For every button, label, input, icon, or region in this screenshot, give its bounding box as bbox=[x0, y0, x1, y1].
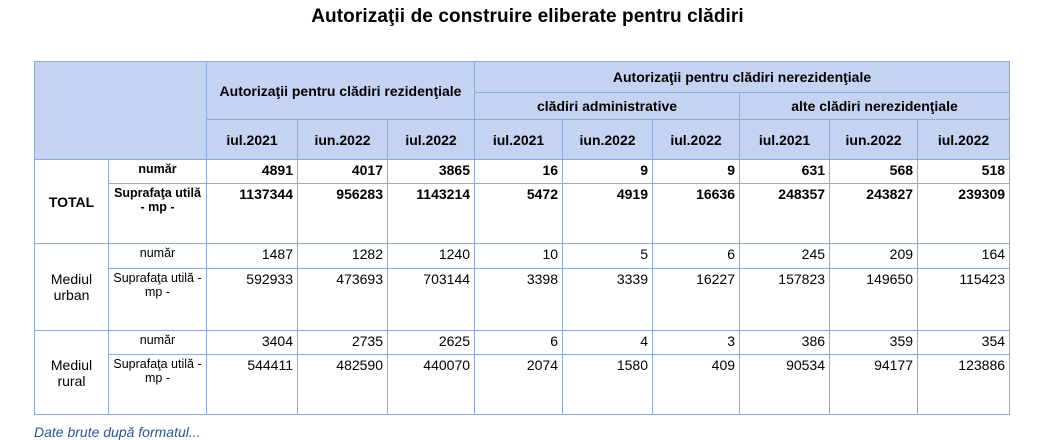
table-cell: 3339 bbox=[563, 269, 653, 331]
table-cell: 2074 bbox=[475, 355, 563, 415]
table-cell: 209 bbox=[830, 244, 918, 269]
footer-note: Date brute după formatul... bbox=[34, 424, 201, 440]
table-cell: 9 bbox=[563, 160, 653, 184]
table-cell: 245 bbox=[740, 244, 830, 269]
table-cell: 1143214 bbox=[388, 184, 475, 244]
table-cell: 1137344 bbox=[207, 184, 298, 244]
period-header: iul.2021 bbox=[475, 120, 563, 160]
period-header: iul.2022 bbox=[918, 120, 1010, 160]
row-label bbox=[35, 244, 109, 331]
table-cell: 243827 bbox=[830, 184, 918, 244]
table-cell: 16 bbox=[475, 160, 563, 184]
table-cell: 10 bbox=[475, 244, 563, 269]
period-header: iul.2022 bbox=[388, 120, 475, 160]
table-cell: 3404 bbox=[207, 331, 298, 355]
table-cell: 4891 bbox=[207, 160, 298, 184]
table-cell: 1487 bbox=[207, 244, 298, 269]
table-cell: 157823 bbox=[740, 269, 830, 331]
row-label bbox=[35, 331, 109, 415]
table-cell: 592933 bbox=[207, 269, 298, 331]
row-label-text: Mediul rural bbox=[50, 356, 93, 389]
metric-label: Suprafaţa utilă - mp - bbox=[109, 184, 207, 244]
table-cell: 90534 bbox=[740, 355, 830, 415]
table-cell: 115423 bbox=[918, 269, 1010, 331]
table-cell: 518 bbox=[918, 160, 1010, 184]
table-cell: 16227 bbox=[653, 269, 740, 331]
table-cell: 482590 bbox=[298, 355, 388, 415]
table-cell: 16636 bbox=[653, 184, 740, 244]
table-cell: 6 bbox=[475, 331, 563, 355]
table-cell: 1282 bbox=[298, 244, 388, 269]
table-cell: 2625 bbox=[388, 331, 475, 355]
table-cell: 4017 bbox=[298, 160, 388, 184]
table-row bbox=[35, 355, 1010, 415]
header-residential: Autorizaţii pentru clădiri rezidenţiale bbox=[207, 62, 475, 120]
table-cell: 94177 bbox=[830, 355, 918, 415]
table-cell: 409 bbox=[653, 355, 740, 415]
table-cell: 4 bbox=[563, 331, 653, 355]
metric-label: număr bbox=[109, 244, 207, 269]
page-title: Autorizaţii de construire eliberate pentru clădiri bbox=[311, 6, 744, 27]
table-cell: 544411 bbox=[207, 355, 298, 415]
period-header: iun.2022 bbox=[298, 120, 388, 160]
metric-label: Suprafaţa utilă - mp - bbox=[109, 355, 207, 415]
table-cell: 5 bbox=[563, 244, 653, 269]
table-row bbox=[35, 160, 1010, 184]
period-header: iul.2022 bbox=[653, 120, 740, 160]
period-header: iun.2022 bbox=[563, 120, 653, 160]
table-cell: 568 bbox=[830, 160, 918, 184]
table-cell: 1240 bbox=[388, 244, 475, 269]
table-cell: 2735 bbox=[298, 331, 388, 355]
table-cell: 149650 bbox=[830, 269, 918, 331]
table-cell: 3398 bbox=[475, 269, 563, 331]
table-cell: 239309 bbox=[918, 184, 1010, 244]
table-row bbox=[35, 244, 1010, 269]
row-label: TOTAL bbox=[35, 160, 109, 244]
authorizations-table bbox=[34, 61, 1010, 415]
period-header: iun.2022 bbox=[830, 120, 918, 160]
header-other-nonresidential: alte clădiri nerezidenţiale bbox=[740, 93, 1010, 120]
table-row bbox=[35, 331, 1010, 355]
table-cell: 1580 bbox=[563, 355, 653, 415]
table-cell: 956283 bbox=[298, 184, 388, 244]
table-cell: 440070 bbox=[388, 355, 475, 415]
period-header: iul.2021 bbox=[740, 120, 830, 160]
header-corner bbox=[35, 62, 207, 160]
metric-label: număr bbox=[109, 160, 207, 184]
table-cell: 4919 bbox=[563, 184, 653, 244]
table-row bbox=[35, 184, 1010, 244]
table-cell: 123886 bbox=[918, 355, 1010, 415]
table-cell: 703144 bbox=[388, 269, 475, 331]
table-cell: 3865 bbox=[388, 160, 475, 184]
table-cell: 164 bbox=[918, 244, 1010, 269]
table-cell: 631 bbox=[740, 160, 830, 184]
table-cell: 386 bbox=[740, 331, 830, 355]
table-cell: 354 bbox=[918, 331, 1010, 355]
table-row bbox=[35, 269, 1010, 331]
header-nonresidential: Autorizaţii pentru clădiri nerezidenţiale bbox=[475, 62, 1010, 93]
header-administrative: clădiri administrative bbox=[475, 93, 740, 120]
table-cell: 9 bbox=[653, 160, 740, 184]
table-cell: 473693 bbox=[298, 269, 388, 331]
table-cell: 6 bbox=[653, 244, 740, 269]
metric-label: Suprafaţa utilă - mp - bbox=[109, 269, 207, 331]
row-label-text: Mediul urban bbox=[50, 271, 93, 303]
table-cell: 3 bbox=[653, 331, 740, 355]
period-header: iul.2021 bbox=[207, 120, 298, 160]
table-cell: 248357 bbox=[740, 184, 830, 244]
table-cell: 359 bbox=[830, 331, 918, 355]
metric-label: număr bbox=[109, 331, 207, 355]
table-cell: 5472 bbox=[475, 184, 563, 244]
